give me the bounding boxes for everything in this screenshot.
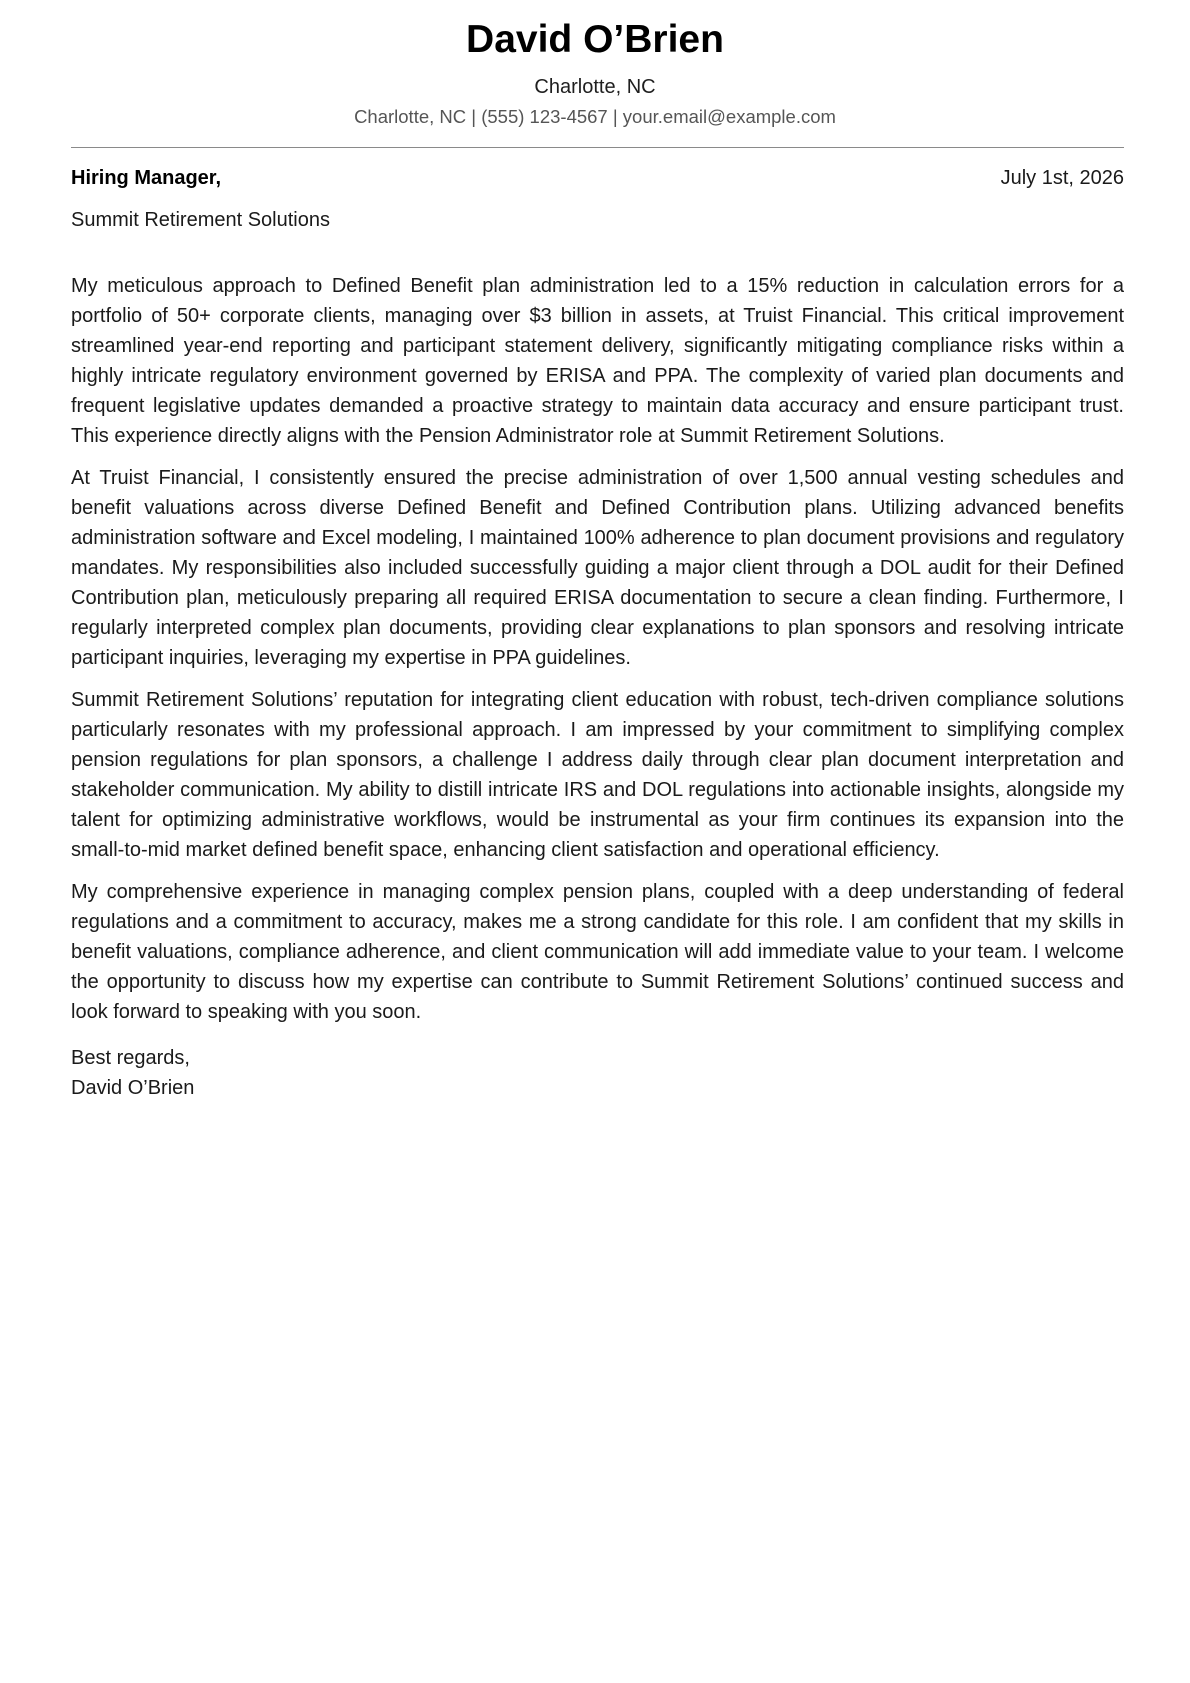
salutation: Hiring Manager,	[71, 167, 222, 189]
signature-name: David O’Brien	[71, 1077, 195, 1099]
header-divider	[71, 147, 1124, 148]
closing-block	[71, 1043, 1124, 1103]
letter-body	[71, 271, 1124, 1103]
closing-phrase: Best regards,	[71, 1047, 190, 1069]
body-paragraph-1: My meticulous approach to Defined Benefit plan administration led to a 15% reduction in calculation errors for a portfolio of 50+ corporate clients, managing over $3 billion in assets, at Truist Financial. This critical improvement streamlined year-end reporting and participant statement delivery, significantly mitigating compliance risks within a highly intricate regulatory environment governed by ERISA and PPA. The complexity of varied plan documents and frequent legislative updates demanded a proactive strategy to maintain data accuracy and ensure participant trust. This experience directly aligns with the Pension Administrator role at Summit Retirement Solutions.	[71, 275, 1124, 447]
letter-header	[0, 14, 1190, 130]
body-paragraph-2: At Truist Financial, I consistently ensured the precise administration of over 1,500 annual vesting schedules and benefit valuations across diverse Defined Benefit and Defined Contribution plans. Utilizing advanced benefits administration software and Excel modeling, I maintained 100% adherence to plan document provisions and regulatory mandates. My responsibilities also included successfully guiding a major client through a DOL audit for their Defined Contribution plan, meticulously preparing all required ERISA documentation to secure a clean finding. Furthermore, I regularly interpreted complex plan documents, providing clear explanations to plan sponsors and resolving intricate participant inquiries, leveraging my expertise in PPA guidelines.	[71, 467, 1124, 669]
applicant-city: Charlotte, NC	[534, 76, 656, 98]
applicant-name: David O’Brien	[466, 18, 724, 61]
recipient-company: Summit Retirement Solutions	[71, 209, 330, 231]
salutation-row	[71, 164, 1124, 192]
body-paragraph-3: Summit Retirement Solutions’ reputation for integrating client education with robust, tech-driven compliance solutions particularly resonates with my professional approach. I am impressed by your commitment to simplifying complex pension regulations for plan sponsors, a challenge I address daily through clear plan document interpretation and stakeholder communication. My ability to distill intricate IRS and DOL regulations into actionable insights, alongside my talent for optimizing administrative workflows, would be instrumental as your firm continues its expansion into the small-to-mid market defined benefit space, enhancing client satisfaction and operational efficiency.	[71, 689, 1124, 861]
contact-line: Charlotte, NC | (555) 123-4567 | your.email@example.com	[354, 106, 836, 127]
letter-date: July 1st, 2026	[1000, 167, 1124, 189]
body-paragraph-4: My comprehensive experience in managing complex pension plans, coupled with a deep understanding of federal regulations and a commitment to accuracy, makes me a strong candidate for this role. I am confident that my skills in benefit valuations, compliance adherence, and client communication will add immediate value to your team. I welcome the opportunity to discuss how my expertise can contribute to Summit Retirement Solutions’ continued success and look forward to speaking with you soon.	[71, 881, 1124, 1023]
